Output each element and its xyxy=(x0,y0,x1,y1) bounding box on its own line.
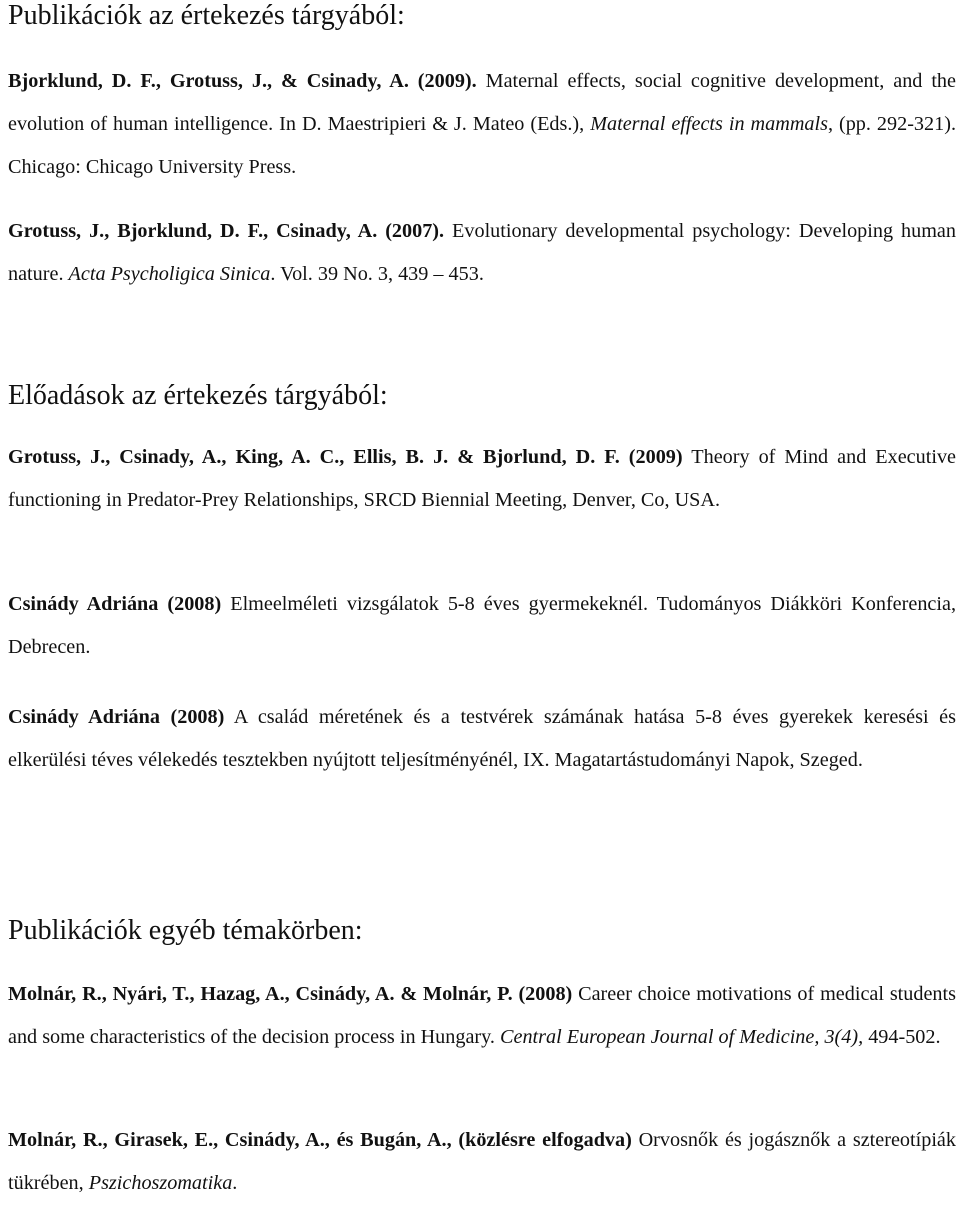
section-title-presentations-topic: Előadások az értekezés tárgyából: xyxy=(8,380,388,411)
reference-text: Evolutionary developmental psychology: Developing human nature. xyxy=(8,220,956,285)
reference-authors: Molnár, R., Girasek, E., Csinády, A., és Bugán, A., (közlésre elfogadva) xyxy=(8,1129,632,1151)
reference-text-end: . Vol. 39 No. 3, 439 – 453. xyxy=(270,262,484,285)
reference-text-end: 494-502. xyxy=(863,1025,941,1048)
reference-grotuss-2007 xyxy=(8,210,956,296)
reference-book-title: Maternal effects in mammals xyxy=(590,112,828,135)
reference-authors: Molnár, R., Nyári, T., Hazag, A., Csinády, A. & Molnár, P. (2008) xyxy=(8,983,573,1005)
section-title-publications-other: Publikációk egyéb témakörben: xyxy=(8,915,363,946)
reference-text-end: , (pp. 292-321). Chicago: Chicago University Press. xyxy=(8,112,956,178)
reference-text: Maternal effects, social cognitive development, and the evolution of human intelligence. In D. Maestripieri & J. Mateo (Eds.), xyxy=(8,70,956,135)
reference-journal: Acta Psycholigica Sinica xyxy=(68,262,271,285)
presentation-text: Elmeelméleti vizsgálatok 5-8 éves gyermekeknél. Tudományos Diákköri Konferencia, Debrecen. xyxy=(8,593,956,658)
presentation-authors: Csinády Adriána (2008) xyxy=(8,593,222,615)
reference-authors: Bjorklund, D. F., Grotuss, J., & Csinady, A. (2009). xyxy=(8,70,477,92)
section-title-publications-topic: Publikációk az értekezés tárgyából: xyxy=(8,0,405,31)
reference-text: Career choice motivations of medical students and some characteristics of the decision process in Hungary. xyxy=(8,983,956,1048)
reference-bjorklund-2009 xyxy=(8,60,956,188)
presentation-text: A család méretének és a testvérek számának hatása 5-8 éves gyerekek keresési és elkerülési téves vélekedés tesztekben nyújtott teljesítményénél, IX. Magatartástudományi Napok, Szeged. xyxy=(8,706,956,771)
presentation-csinady-2008-tdk xyxy=(8,583,956,669)
reference-journal: Central European Journal of Medicine, 3(4), xyxy=(500,1025,864,1048)
presentation-authors: Csinády Adriána (2008) xyxy=(8,706,225,728)
presentation-year: (2009) xyxy=(619,446,683,468)
reference-molnar-2008 xyxy=(8,973,956,1059)
presentation-csinady-2008-szeged xyxy=(8,696,956,782)
presentation-authors: Grotuss, J., Csinady, A., King, A. C., Ellis, B. J. & Bjorlund, D. F. xyxy=(8,446,620,468)
reference-text: Orvosnők és jogásznők a sztereotípiák tükrében, xyxy=(8,1129,956,1194)
presentation-text: Theory of Mind and Executive functioning in Predator-Prey Relationships, SRCD Biennial Meeting, Denver, Co, USA. xyxy=(8,446,957,511)
reference-journal: Pszichoszomatika xyxy=(88,1171,233,1194)
reference-authors: Grotuss, J., Bjorklund, D. F., Csinady, A. (2007). xyxy=(8,220,445,242)
presentation-grotuss-2009 xyxy=(8,436,956,522)
reference-molnar-accepted xyxy=(8,1119,956,1205)
reference-text-end: . xyxy=(232,1171,238,1194)
